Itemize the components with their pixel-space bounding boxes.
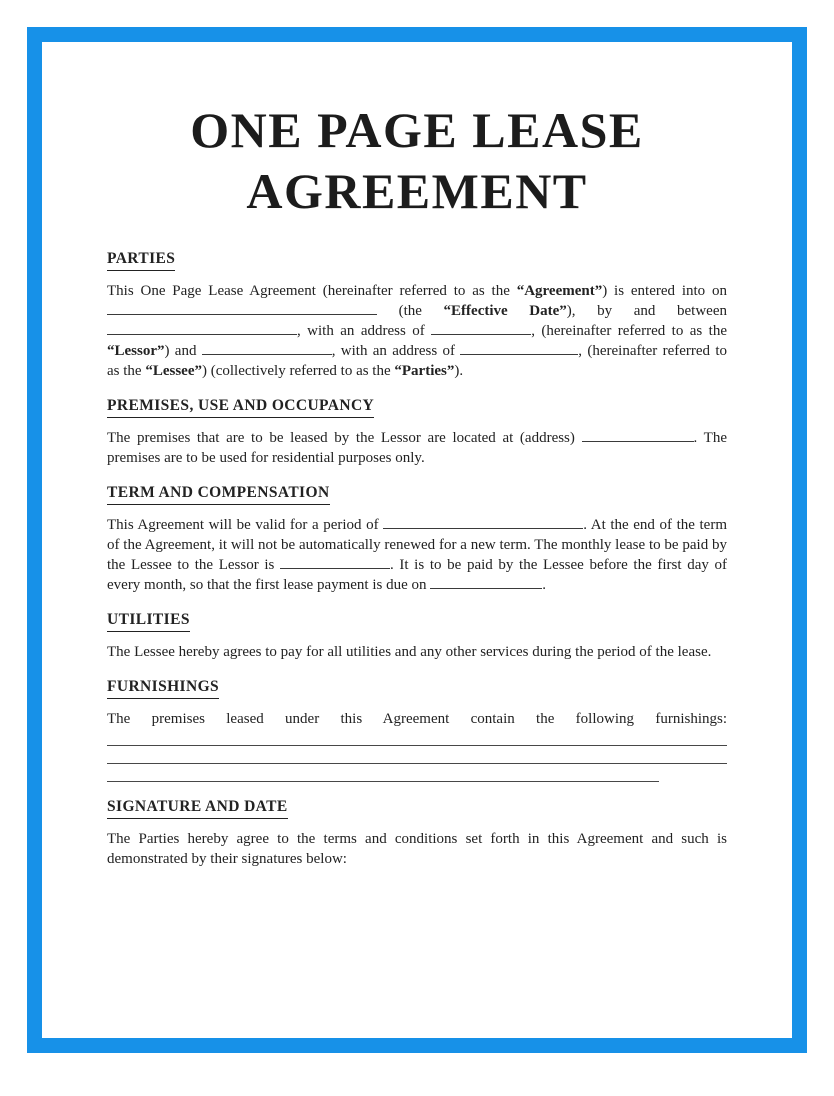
section-heading bbox=[107, 395, 727, 418]
document-page bbox=[42, 100, 792, 1096]
text-run: ). bbox=[454, 363, 464, 379]
section-premises-use-and-occupancy bbox=[107, 395, 727, 468]
text-run: This Agreement will be valid for a period of bbox=[107, 517, 384, 533]
paragraph bbox=[107, 428, 727, 468]
text-run: This One Page Lease Agreement (hereinafter referred to as the bbox=[107, 283, 517, 299]
defined-term: “Agreement” bbox=[516, 283, 603, 299]
fill-in-blank[interactable] bbox=[107, 322, 297, 335]
section-utilities bbox=[107, 609, 727, 662]
fill-in-blank[interactable] bbox=[202, 342, 332, 355]
text-run: . It is to be paid by the Lessee before the first day of every month, so that the first lease payment is due on bbox=[107, 557, 727, 593]
section-heading bbox=[107, 609, 727, 632]
fill-in-blank[interactable] bbox=[280, 556, 390, 569]
section-heading bbox=[107, 248, 727, 271]
section-heading bbox=[107, 676, 727, 699]
writing-line[interactable] bbox=[107, 729, 727, 746]
text-run: . The premises are to be used for residential purposes only. bbox=[107, 430, 727, 466]
fill-in-blank[interactable] bbox=[383, 516, 583, 529]
paragraph bbox=[107, 281, 727, 381]
section-heading-text: PARTIES bbox=[107, 248, 175, 271]
text-run: , with an address of bbox=[297, 323, 432, 339]
text-run: The Lessee hereby agrees to pay for all utilities and any other services during the period of the lease. bbox=[107, 644, 712, 660]
paragraph bbox=[107, 709, 727, 729]
document-title bbox=[107, 100, 727, 222]
document-title-line2: AGREEMENT bbox=[246, 163, 588, 219]
text-run: ), by and between bbox=[566, 303, 727, 319]
document-title-line1: ONE PAGE LEASE bbox=[190, 102, 644, 158]
section-term-and-compensation bbox=[107, 482, 727, 595]
writing-lines bbox=[107, 729, 727, 782]
text-run: The premises that are to be leased by the Lessor are located at (address) bbox=[107, 430, 582, 446]
fill-in-blank[interactable] bbox=[431, 322, 531, 335]
defined-term: “Lessee” bbox=[145, 363, 202, 379]
writing-line[interactable] bbox=[107, 746, 727, 764]
text-run: . bbox=[542, 577, 547, 593]
defined-term: “Lessor” bbox=[107, 343, 165, 359]
paragraph bbox=[107, 829, 727, 869]
text-run: The premises leased under this Agreement contain the following furnishings: bbox=[107, 711, 727, 727]
fill-in-blank[interactable] bbox=[107, 302, 377, 315]
document-sections bbox=[107, 248, 727, 869]
section-heading-text: SIGNATURE AND DATE bbox=[107, 796, 288, 819]
section-heading-text: TERM AND COMPENSATION bbox=[107, 482, 330, 505]
section-heading-text: PREMISES, USE AND OCCUPANCY bbox=[107, 395, 374, 418]
paragraph bbox=[107, 642, 727, 662]
paragraph bbox=[107, 515, 727, 595]
text-run: ) is entered into on bbox=[602, 283, 727, 299]
section-parties bbox=[107, 248, 727, 381]
text-run: ) and bbox=[164, 343, 202, 359]
fill-in-blank[interactable] bbox=[430, 576, 542, 589]
page-border bbox=[27, 27, 807, 1053]
text-run: , (hereinafter referred to as the bbox=[107, 343, 728, 379]
fill-in-blank[interactable] bbox=[460, 342, 578, 355]
writing-line[interactable] bbox=[107, 764, 659, 782]
text-run: (the bbox=[377, 303, 444, 319]
text-run: , (hereinafter referred to as the bbox=[531, 323, 728, 339]
section-heading-text: FURNISHINGS bbox=[107, 676, 219, 699]
section-furnishings bbox=[107, 676, 727, 782]
fill-in-blank[interactable] bbox=[582, 429, 694, 442]
text-run: . At the end of the term of the Agreement, it will not be automatically renewed for a new term. The monthly lease to be paid by the Lessee to the Lessor is bbox=[107, 517, 727, 573]
section-heading bbox=[107, 796, 727, 819]
section-heading-text: UTILITIES bbox=[107, 609, 190, 632]
defined-term: “Parties” bbox=[394, 363, 455, 379]
text-run: , with an address of bbox=[331, 343, 461, 359]
section-signature-and-date bbox=[107, 796, 727, 869]
section-heading bbox=[107, 482, 727, 505]
defined-term: “Effective Date” bbox=[443, 303, 567, 319]
text-run: The Parties hereby agree to the terms and conditions set forth in this Agreement and such is demonstrated by their signatures below: bbox=[107, 831, 727, 867]
text-run: ) (collectively referred to as the bbox=[201, 363, 395, 379]
